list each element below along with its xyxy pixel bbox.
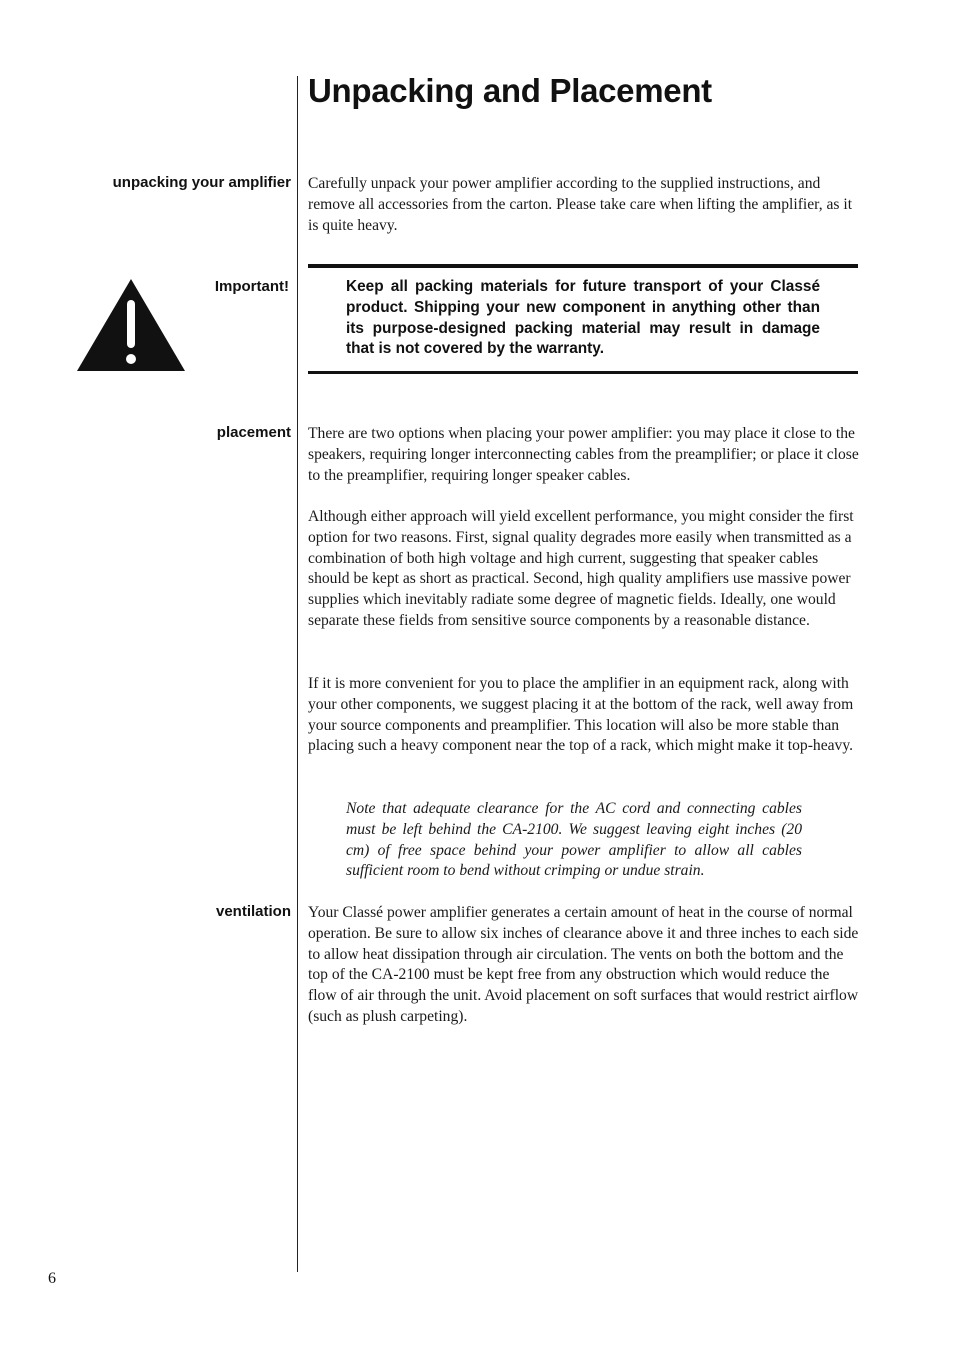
clearance-note: Note that adequate clearance for the AC cord and connecting cables must be left behind the CA-2100. We suggest leaving eight inches (20 cm) of free space behind your power amplifier to allow all cables sufficient room to bend without crimping or undue strain. bbox=[346, 800, 802, 880]
sidehead-important: Important! bbox=[214, 278, 289, 295]
important-notice: Keep all packing materials for future transport of your Classé product. Shipping your new component in anything other than its purpose-designed packing material may result in damage that is not covered by the warranty. bbox=[346, 278, 820, 358]
notice-rule-bottom bbox=[308, 371, 858, 374]
sidehead-ventilation: ventilation bbox=[215, 903, 291, 920]
notice-rule-top bbox=[308, 264, 858, 268]
sidehead-unpacking: unpacking your amplifier bbox=[112, 174, 291, 191]
ventilation-paragraph: Your Classé power amplifier generates a certain amount of heat in the course of normal operation. Be sure to allow six inches of clearance above it and three inches to each side to allow heat dissipation through air circulation. The vents on both the bottom and the top of the CA-2100 must be kept free from any obstruction which would reduce the flow of air through the unit. Avoid placement on soft surfaces that would restrict airflow (such as plush carpeting). bbox=[308, 904, 859, 1025]
placement-paragraph-2: Although either approach will yield excellent performance, you might consider the first option for two reasons. First, signal quality degrades more easily when transmitted as a combination of both high voltage and high current, suggesting that speaker cables should be kept as short as practical. Second, high quality amplifiers use massive power supplies which inevitably radiate some degree of magnetic fields. Ideally, one would separate these fields from sensitive source components by a reasonable distance. bbox=[308, 508, 854, 629]
sidehead-placement: placement bbox=[216, 424, 291, 441]
warning-triangle-icon bbox=[76, 278, 186, 372]
placement-paragraph-3: If it is more convenient for you to place the amplifier in an equipment rack, along with your other components, we suggest placing it at the bottom of the rack, well away from your source components and preamplifier. This location will also be more stable than placing such a heavy component near the top of a rack, which might make it top-heavy. bbox=[308, 675, 854, 755]
unpacking-paragraph: Carefully unpack your power amplifier according to the supplied instructions, and remove all accessories from the carton. Please take care when lifting the amplifier, as it is quite heavy. bbox=[308, 175, 853, 234]
placement-paragraph-1: There are two options when placing your power amplifier: you may place it close to the speakers, requiring longer interconnecting cables from the preamplifier; or place it close to the preamplifier, requiring longer speaker cables. bbox=[308, 425, 859, 484]
page-title: Unpacking and Placement bbox=[308, 72, 712, 109]
vertical-divider bbox=[297, 76, 298, 1272]
page-number: 6 bbox=[48, 1270, 56, 1287]
